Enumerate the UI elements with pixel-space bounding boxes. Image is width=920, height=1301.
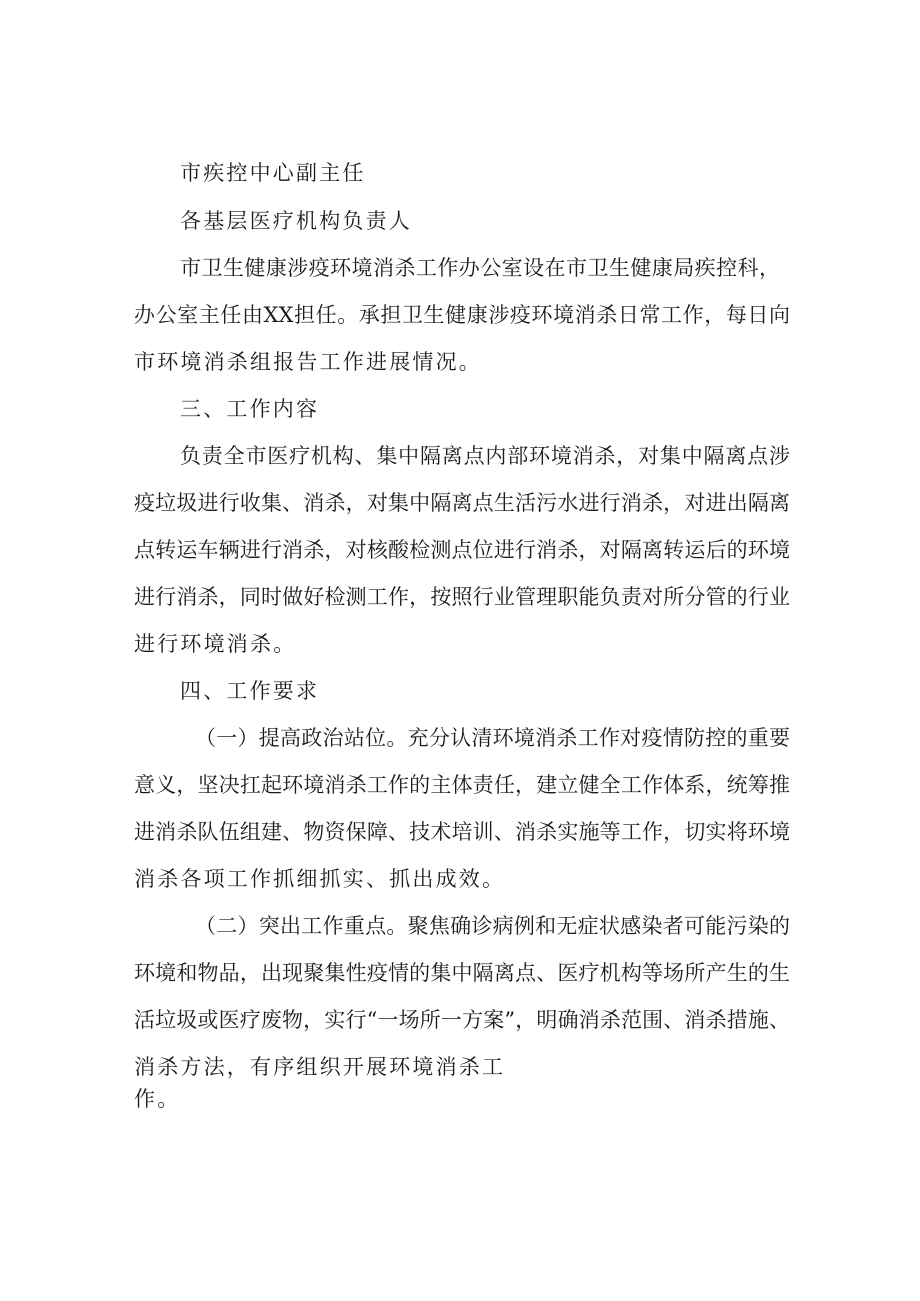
line-13: （一）提高政治站位。充分认清环境消杀工作对疫情防控的重要 [195, 726, 790, 750]
line-5: 市环境消杀组报告工作进展情况。 [134, 350, 482, 374]
line-1: 市疾控中心副主任 [180, 161, 366, 185]
line-16: 消杀各项工作抓细抓实、抓出成效。 [134, 867, 506, 891]
line-14: 意义，坚决扛起环境消杀工作的主体责任，建立健全工作体系，统筹推 [134, 773, 790, 797]
line-17: （二）突出工作重点。聚焦确诊病例和无症状感染者可能污染的 [195, 914, 790, 938]
line-18: 环境和物品，出现聚集性疫情的集中隔离点、医疗机构等场所产生的生 [134, 961, 790, 985]
heading-work-content: 三、工作内容 [180, 397, 320, 421]
heading-work-requirements: 四、工作要求 [180, 679, 320, 703]
line-4: 办公室主任由XX担任。承担卫生健康涉疫环境消杀日常工作，每日向 [134, 303, 790, 327]
line-21: 作。 [134, 1087, 181, 1111]
line-20: 消杀方法，有序组织开展环境消杀工 [134, 1055, 506, 1079]
line-11: 进行环境消杀。 [134, 632, 297, 656]
line-9: 点转运车辆进行消杀，对核酸检测点位进行消杀，对隔离转运后的环境 [134, 538, 790, 562]
line-3: 市卫生健康涉疫环境消杀工作办公室设在市卫生健康局疾控科， [180, 256, 780, 280]
line-8: 疫垃圾进行收集、消杀，对集中隔离点生活污水进行消杀，对进出隔离 [134, 491, 790, 515]
line-19: 活垃圾或医疗废物，实行“一场所一方案”，明确消杀范围、消杀措施、 [134, 1008, 790, 1032]
line-15: 进消杀队伍组建、物资保障、技术培训、消杀实施等工作，切实将环境 [134, 820, 790, 844]
line-2: 各基层医疗机构负责人 [180, 209, 412, 233]
line-10: 进行消杀，同时做好检测工作，按照行业管理职能负责对所分管的行业 [134, 585, 790, 609]
line-7: 负责全市医疗机构、集中隔离点内部环境消杀，对集中隔离点涉 [180, 444, 790, 468]
